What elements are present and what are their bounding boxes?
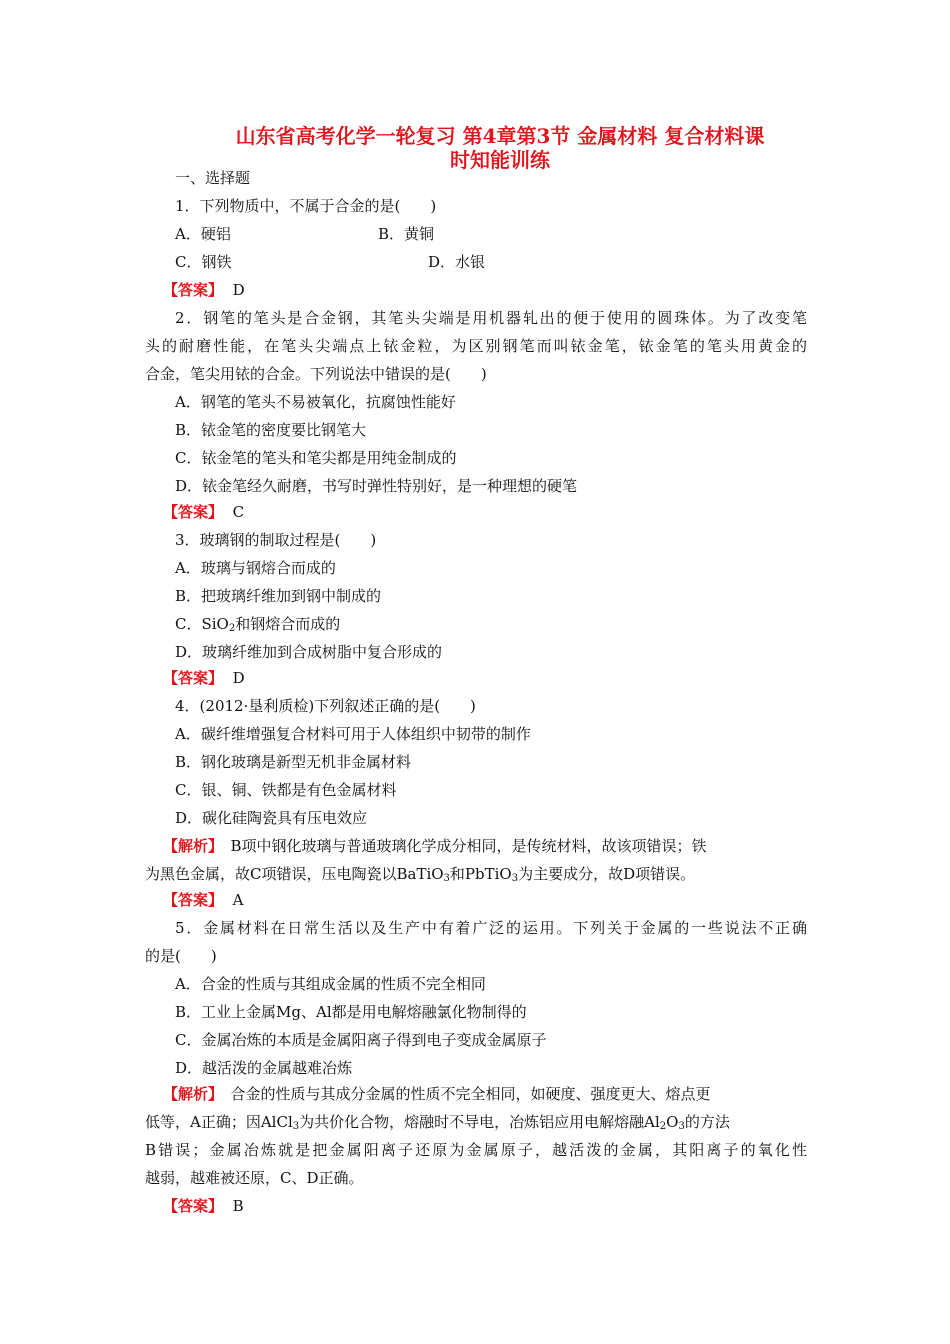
q5-option-c: C．金属冶炼的本质是金属阳离子得到电子变成金属原子 [175,1031,547,1049]
q5-analysis-line-1 [163,1084,828,1104]
analysis-label: 【解析】 [163,1085,216,1103]
q5-analysis-text-2g: 的方法 [684,1113,730,1131]
q4-analysis-text-1: B项中钢化玻璃与普通玻璃化学成分相同，是传统材料，故该项错误；铁 [215,837,707,855]
q1-option-c: C．钢铁 [175,253,232,271]
q1-answer-value: D [232,281,245,299]
title-line-2: 时知能训练 [450,148,550,172]
q5-analysis-line-2 [145,1112,810,1137]
q2-answer-value: C [232,503,245,521]
q5-analysis-sub-3: 3 [678,1121,685,1132]
q2-option-a: A．钢笔的笔头不易被氧化，抗腐蚀性能好 [175,393,456,411]
q2-stem-line-1: 2．钢笔的笔头是合金钢，其笔头尖端是用机器轧出的便于使用的圆珠体。为了改变笔 [175,309,807,327]
q2-answer [163,502,828,522]
q2-stem-line-2: 头的耐磨性能，在笔头尖端点上铱金粒，为区别钢笔而叫铱金笔，铱金笔的笔头用黄金的 [145,337,807,355]
q5-option-b: B．工业上金属Mg、Al都是用电解熔融氯化物制得的 [175,1003,527,1021]
title-line-1: 山东省高考化学一轮复习 第4章第3节 金属材料 复合材料课 [235,124,765,148]
q4-analysis-text-2a: 为黑色金属，故C项错误，压电陶瓷以BaTiO [145,865,444,883]
q1-option-b: B．黄铜 [378,225,435,243]
q5-analysis-text-2a: 低等，A正确；因AlCl [145,1113,293,1131]
q4-analysis-line-2 [145,864,810,889]
q3-option-c-text: C．SiO [175,615,229,633]
q1-options-cd [175,252,840,272]
q4-analysis-text-2c: 和PbTiO [449,865,512,883]
q4-analysis-line-1 [163,836,828,856]
q4-analysis-sub-2: 3 [511,873,519,884]
q3-option-b: B．把玻璃纤维加到钢中制成的 [175,587,382,605]
q5-analysis-text-2c: 为共价化合物，熔融时不导电，冶炼铝应用电解熔融Al [299,1113,660,1131]
answer-label: 【答案】 [163,891,224,909]
q4-analysis-text-2e: 为主要成分，故D项错误。 [518,865,696,883]
q5-analysis-sub-1: 3 [292,1121,300,1132]
q5-analysis-text-1: 合金的性质与其成分金属的性质不完全相同，如硬度、强度更大、熔点更 [215,1085,711,1103]
q4-answer [163,890,828,910]
q3-answer [163,668,828,688]
q5-answer-value: B [232,1197,244,1215]
answer-label: 【答案】 [163,503,224,521]
q1-options-ab [175,224,840,244]
q2-stem-line-3: 合金，笔尖用铱的合金。下列说法中错误的是( ) [145,365,487,383]
q3-answer-value: D [232,669,245,687]
q4-analysis-sub-1: 3 [443,873,450,884]
q3-stem: 3．玻璃钢的制取过程是( ) [175,531,377,549]
q4-option-a: A．碳纤维增强复合材料可用于人体组织中韧带的制作 [175,725,531,743]
q3-option-c [175,614,840,639]
q3-option-d: D．玻璃纤维加到合成树脂中复合形成的 [175,643,443,661]
analysis-label: 【解析】 [163,837,216,855]
answer-label: 【答案】 [163,669,224,687]
q4-stem: 4．(2012·垦利质检)下列叙述正确的是( ) [175,697,476,715]
q5-analysis-line-4: 越弱，越难被还原，C、D正确。 [145,1169,364,1187]
q1-option-a: A．硬铝 [175,225,231,243]
q3-option-a: A．玻璃与钢熔合而成的 [175,559,336,577]
answer-label: 【答案】 [163,1197,224,1215]
q1-option-d: D．水银 [428,253,486,271]
q3-option-c-sub: 2 [228,623,236,634]
q2-option-c: C．铱金笔的笔头和笔尖都是用纯金制成的 [175,449,457,467]
q2-option-d: D．铱金笔经久耐磨，书写时弹性特别好，是一种理想的硬笔 [175,477,578,495]
q1-answer [163,280,828,300]
section-heading: 一、选择题 [175,169,251,187]
answer-label: 【答案】 [163,281,224,299]
q4-option-c: C．银、铜、铁都是有色金属材料 [175,781,397,799]
q3-option-c-text-2: 和钢熔合而成的 [235,615,341,633]
q4-answer-value: A [232,891,244,909]
q5-analysis-text-2e: O [666,1113,679,1131]
q5-analysis-line-3: B错误；金属冶炼就是把金属阳离子还原为金属原子，越活泼的金属，其阳离子的氧化性 [145,1141,807,1159]
q1-stem: 1．下列物质中，不属于合金的是( ) [175,197,437,215]
q4-option-d: D．碳化硅陶瓷具有压电效应 [175,809,368,827]
q5-analysis-sub-2: 2 [659,1121,667,1132]
q5-stem-line-2: 的是( ) [145,947,217,965]
q5-option-a: A．合金的性质与其组成金属的性质不完全相同 [175,975,486,993]
q2-option-b: B．铱金笔的密度要比钢笔大 [175,421,367,439]
q5-option-d: D．越活泼的金属越难冶炼 [175,1059,353,1077]
q4-option-b: B．钢化玻璃是新型无机非金属材料 [175,753,412,771]
q5-answer [163,1196,828,1216]
q5-stem-line-1: 5．金属材料在日常生活以及生产中有着广泛的运用。下列关于金属的一些说法不正确 [175,919,807,937]
